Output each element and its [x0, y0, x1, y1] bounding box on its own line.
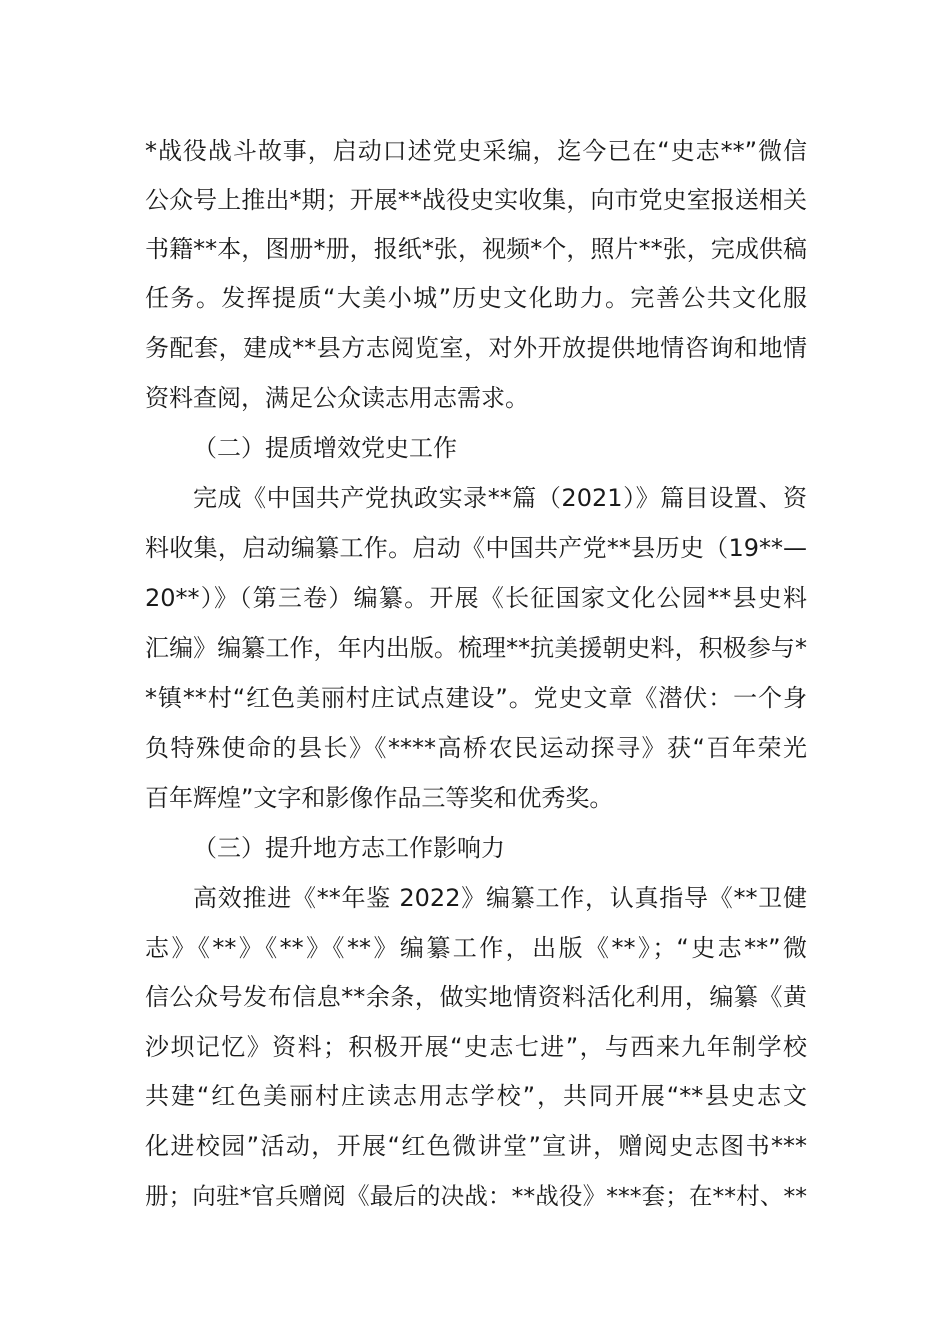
paragraph-line-1: *战役战斗故事，启动口述党史采编，迄今已在“史志**”微信	[145, 137, 807, 165]
paragraph-line-13: 百年辉煌”文字和影像作品三等奖和优秀奖。	[145, 784, 614, 812]
section-heading-2: （二）提质增效党史工作	[193, 434, 457, 462]
paragraph-line-17: 沙坝记忆》资料；积极开展“史志七进”，与西来九年制学校	[145, 1033, 807, 1061]
paragraph-line-14: 高效推进《**年鉴 2022》编纂工作，认真指导《**卫健	[193, 884, 807, 912]
paragraph-line-8: 料收集，启动编纂工作。启动《中国共产党**县历史（19**—	[145, 534, 807, 562]
paragraph-line-20: 册；向驻*官兵赠阅《最后的决战：**战役》***套；在**村、**	[145, 1182, 807, 1210]
paragraph-line-11: *镇**村“红色美丽村庄试点建设”。党史文章《潜伏：一个身	[145, 684, 807, 712]
paragraph-line-5: 务配套，建成**县方志阅览室，对外开放提供地情咨询和地情	[145, 334, 807, 362]
paragraph-line-3: 书籍**本，图册*册，报纸*张，视频*个，照片**张，完成供稿	[145, 235, 807, 263]
paragraph-line-12: 负特殊使命的县长》《****高桥农民运动探寻》获“百年荣光	[145, 734, 807, 762]
paragraph-line-7: 完成《中国共产党执政实录**篇（2021）》篇目设置、资	[193, 484, 807, 512]
paragraph-line-15: 志》《**》《**》《**》编纂工作，出版《**》；“史志**”微	[145, 934, 807, 962]
paragraph-line-19: 化进校园”活动，开展“红色微讲堂”宣讲，赠阅史志图书***	[145, 1132, 807, 1160]
paragraph-line-4: 任务。发挥提质“大美小城”历史文化助力。完善公共文化服	[145, 284, 807, 312]
paragraph-line-6: 资料查阅，满足公众读志用志需求。	[145, 384, 529, 412]
paragraph-line-9: 20**）》（第三卷）编纂。开展《长征国家文化公园**县史料	[145, 584, 807, 612]
paragraph-line-2: 公众号上推出*期；开展**战役史实收集，向市党史室报送相关	[145, 186, 807, 214]
paragraph-line-16: 信公众号发布信息**余条，做实地情资料活化利用，编纂《黄	[145, 983, 807, 1011]
section-heading-3: （三）提升地方志工作影响力	[193, 834, 505, 862]
paragraph-line-18: 共建“红色美丽村庄读志用志学校”，共同开展“**县史志文	[145, 1082, 807, 1110]
paragraph-line-10: 汇编》编纂工作，年内出版。梳理**抗美援朝史料，积极参与*	[145, 634, 807, 662]
